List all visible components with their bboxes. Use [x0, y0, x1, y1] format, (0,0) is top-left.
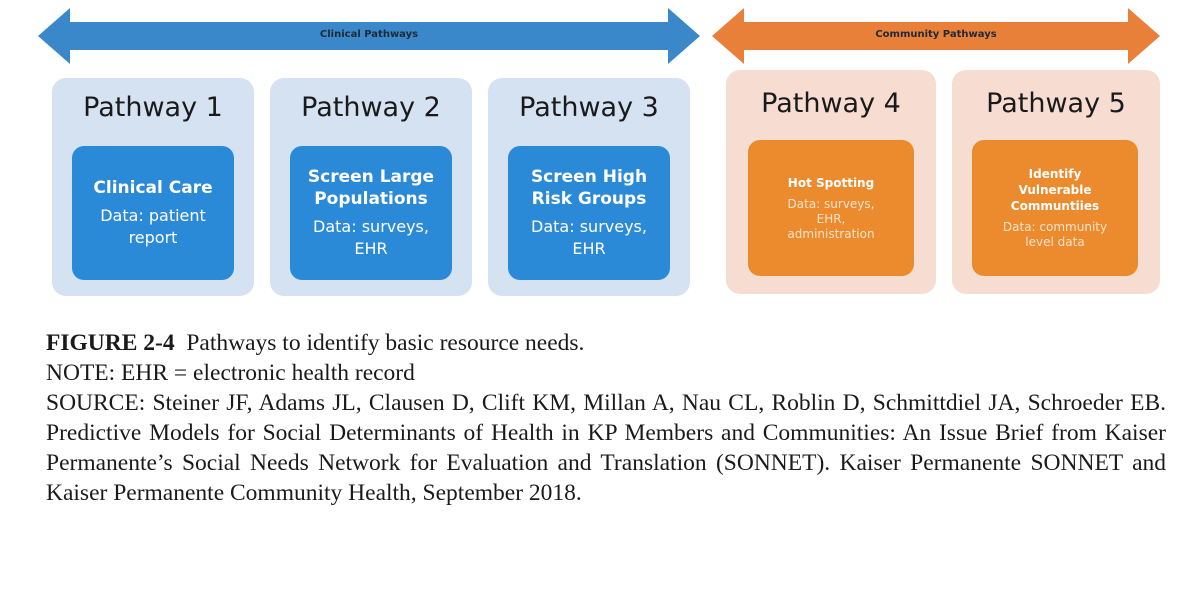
pathway-3-data: Data: surveys, EHR — [531, 217, 647, 258]
pathway-1-data: Data: patient report — [100, 206, 206, 247]
pathway-5-box — [972, 140, 1138, 276]
pathway-4-data: Data: surveys, EHR, administration — [787, 196, 875, 241]
pathway-4-heading: Hot Spotting — [787, 175, 875, 190]
figure-caption — [46, 328, 1166, 508]
figure-label: FIGURE 2-4 — [46, 330, 175, 356]
figure-title: Pathways to identify basic resource needs. — [186, 330, 585, 356]
pathway-2-data: Data: surveys, EHR — [313, 217, 429, 258]
pathway-3-box — [508, 146, 670, 280]
pathway-1-box — [72, 146, 234, 280]
pathway-5-data: Data: community level data — [1002, 220, 1108, 249]
pathway-5-title: Pathway 5 — [986, 88, 1126, 119]
pathway-4-title: Pathway 4 — [761, 88, 901, 119]
pathway-5-heading: Identify Vulnerable Communtiies — [1010, 167, 1100, 213]
pathway-2-heading: Screen Large Populations — [307, 167, 435, 209]
pathway-1-heading: Clinical Care — [93, 178, 213, 198]
pathway-3-title: Pathway 3 — [519, 92, 659, 123]
clinical-pathways-label: Clinical Pathways — [319, 29, 419, 40]
pathway-3-heading: Screen High Risk Groups — [530, 167, 648, 209]
pathway-1-title: Pathway 1 — [83, 92, 223, 123]
figure-source: SOURCE: Steiner JF, Adams JL, Clausen D, Clift KM, Millan A, Nau CL, Roblin D, Schmittdiel JA, Schroeder EB. Predictive Models for Social Determinants of Health in KP Members and Communities: An Issue Brief from Kaiser Permanente’s Social Needs Network for Evaluation and Translation (SONNET). Kaiser Permanente SONNET and Kaiser Permanente Community Health, September 2018. — [46, 390, 1166, 506]
community-pathways-label: Community Pathways — [875, 29, 997, 40]
pathway-2-box — [290, 146, 452, 280]
figure-title-line — [46, 328, 1166, 358]
figure-note: NOTE: EHR = electronic health record — [46, 360, 415, 386]
pathway-4-box — [748, 140, 914, 276]
pathway-2-title: Pathway 2 — [301, 92, 441, 123]
